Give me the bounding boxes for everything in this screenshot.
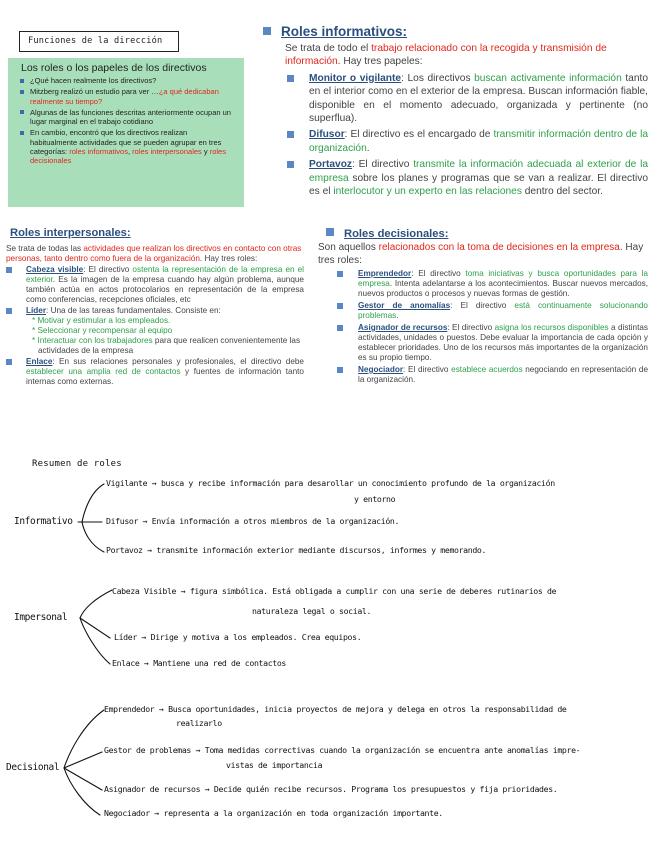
text-run: toma iniciativas y busca oportunidades para la empresa [358,269,648,288]
role-term: Cabeza visible [26,265,84,274]
summary-line: Gestor de problemas → Toma medidas correctivas cuando la organización se encuentra ante anomalías impre- [104,745,581,755]
text-run: . [396,311,399,320]
brace-decisional-icon [64,710,104,815]
text-run: En cambio, encontró que los directivos realizan habitualmente actividades que se pueden agrupar en tres categorías: [30,128,222,157]
text-run: ostenta la representación de la empresa en el exterior [26,265,304,284]
text-run: interlocutor y un experto en las relaciones [333,186,522,198]
text-run: negociando en representación de la organización. [358,365,648,384]
text-run: para que realicen convenientemente las actividades de la empresa [38,336,301,355]
text-run: y fuentes de información tanto internas como externas. [26,367,304,386]
summary-line: Vigilante → busca y recibe información para desarollar un conocimiento profundo de la organización [106,478,555,488]
brace-impersonal-icon [80,590,112,664]
text-run: ¿a qué dedicaban realmente su tiempo? [30,87,219,106]
text-run: . Hay tres roles: [318,242,644,266]
text-run: Mitzberg realizó un estudio para ver … [30,87,159,97]
text-run: * Motivar y estimular a los empleados. [32,316,171,325]
text-run: : El directivo [411,269,466,278]
role-term: Emprendedor [358,269,412,278]
text-run: roles decisionales [30,147,226,166]
text-run: : El directivo [447,323,495,332]
text-run: . Es la imagen de la empresa cuando hay algún problema, aunque también actúa en actos protocolarios en representación de la empresa como conferencias, recepciones oficiales, etc [26,275,304,304]
role-term: Difusor [309,129,345,141]
text-run: . Hay tres roles: [199,254,258,263]
summary-line: Líder → Dirige y motiva a los empleados. Crea equipos. [114,632,362,642]
text-run: . [366,142,370,154]
text-run: está continuamente solucionando problemas [358,301,648,320]
text-run: . Hay tres papeles: [337,56,423,68]
text-run: Se trata de todas las [6,244,84,253]
text-run: dentro del sector. [521,186,603,198]
summary-line: y entorno [354,494,396,504]
text-run: sobre los planes y programas que se van a realizar. El directivo es el [309,172,648,198]
text-run: y [201,147,210,157]
brace-decisional-mid2-icon [64,768,102,790]
summary-line: Enlace → Mantiene una red de contactos [112,658,287,668]
summary-line: Emprendedor → Busca oportunidades, inicia proyectos de mejora y delega en otros la responsabilidad de [104,704,567,714]
resumen-title: Resumen de roles [32,459,122,469]
summary-line: Cabeza Visible → figura simbólica. Está obligada a cumplir con una serie de deberes rutinarios de [112,586,557,596]
text-run: Se trata de todo el [285,43,372,54]
role-term: Enlace [26,357,53,366]
text-run: , [127,147,133,157]
text-run: * Seleccionar y recompensar al equipo [32,326,173,335]
text-run: buscan activamente información [474,72,622,84]
role-term: Gestor de anomalías [358,301,451,310]
text-run: ¿Qué hacen realmente los directivos? [30,76,157,85]
text-run: : El directivo [83,265,133,274]
summary-label-impersonal: Impersonal [14,612,68,623]
page-title: Funciones de la dirección [28,36,163,46]
text-run: * Interactuar con los trabajadores [32,336,153,345]
role-term: Monitor o vigilante [309,72,402,84]
text-run: transmitir información dentro de la organización [309,129,649,154]
text-run: actividades que realizan los directivos en contacto con otras personas, tanto dentro como fuera de la organización [6,244,302,263]
text-run: trabajo relacionado con la recogida y transmisión de información [285,43,607,68]
brace-informativo-icon [82,484,104,552]
text-run: a distintas actividades, unidades o puestos. Debe evaluar la importancia de cada opción y establecer prioridades. Uno de los recursos más importantes de la organización es su propio tiempo. [358,323,648,362]
text-run: : El directivo [403,365,452,374]
role-description: : Una de las tareas fundamentales. Consiste en: [46,306,221,315]
summary-line: vistas de importancia [226,760,323,770]
summary-label-decisional: Decisional [6,762,60,773]
text-run: roles informativos [69,147,128,157]
text-run: . Intenta adelantarse a los acontecimientos. Buscar nuevos mercados, nuevos productos o procesos y nuevas formas de gestión. [358,279,648,298]
role-term: Asignador de recursos [358,323,448,332]
text-run: : El directivo es el encargado de [344,129,494,141]
summary-line: naturaleza legal o social. [252,606,372,616]
summary-line: realizarlo [176,718,222,728]
summary-line: Portavoz → transmite información exterior mediante discursos, informes y memorando. [106,545,487,555]
role-term: Negociador [358,365,404,374]
text-run: establece acuerdos [451,365,523,374]
text-run: : Los directivos [401,72,475,84]
text-run: : El directivo [352,159,414,171]
summary-label-informativo: Informativo [14,516,73,527]
summary-line: Difusor → Envía información a otros miembros de la organización. [106,516,400,526]
text-run: asigna los recursos disponibles [494,323,609,332]
role-term: Líder [26,306,47,315]
text-run: Algunas de las funciones descritas anteriormente ocupan un lugar marginal en el trabajo cotidiano [30,107,231,127]
text-run: : En sus relaciones personales y profesionales, el directivo debe [52,357,304,366]
text-run: transmite la información adecuada al exterior de la empresa [309,159,648,184]
text-run: tanto en el interior como en el exterior de la empresa. Buscan información fiable, disponible en el momento adecuado, organizada y pertinente (no superflua). [309,72,648,125]
text-run: relacionados con la toma de decisiones en la empresa [378,242,620,253]
text-run: Son aquellos [318,242,379,253]
role-term: Portavoz [309,159,353,171]
summary-line: Asignador de recursos → Decide quién recibe recursos. Programa los presupuestos y fija prioridades. [104,784,558,794]
informativos-heading-text: Roles informativos: [281,24,408,39]
text-run: : El directivo [450,301,515,310]
summary-line: Negociador → representa a la organización en toda organización importante. [104,808,443,818]
interpersonales-heading: Roles interpersonales: [10,227,131,239]
text-run: establecer una amplia red de contactos [26,367,181,376]
decisionales-heading-text: Roles decisionales: [344,228,449,240]
roles-box-title: Los roles o los papeles de los directivos [21,62,207,74]
text-run: roles interpersonales [132,147,202,157]
